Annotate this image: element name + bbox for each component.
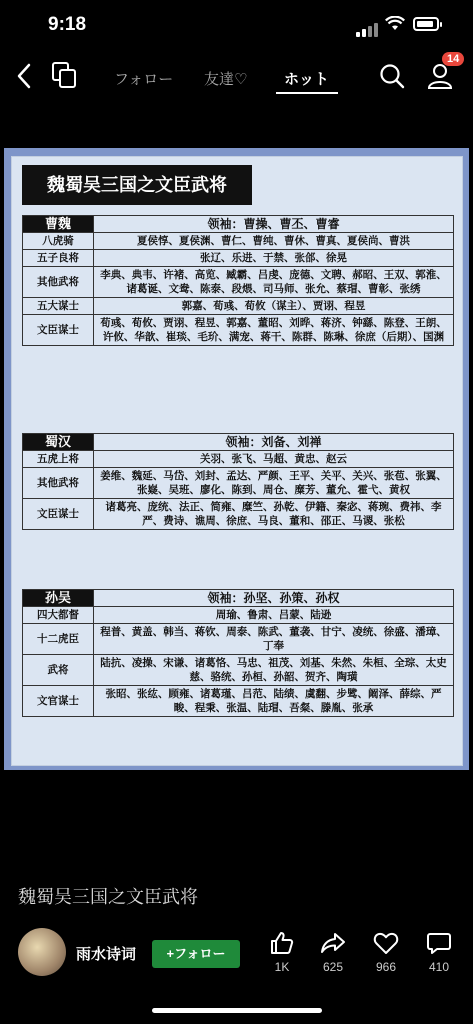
comment-icon [426, 930, 452, 956]
kingdom-label: 蜀汉 [23, 434, 94, 451]
row-value: 姜维、魏延、马岱、刘封、孟达、严颜、王平、关平、关兴、张苞、张翼、张嶷、吴班、廖化、陈到、周仓、糜芳、董允、霍弋、黄权 [94, 468, 454, 499]
heart-icon [373, 930, 399, 956]
avatar[interactable] [18, 928, 66, 976]
row-key: 其他武将 [23, 267, 94, 298]
row-key: 武将 [23, 655, 94, 686]
author-name[interactable]: 雨水诗词 [76, 946, 137, 963]
leader-text: 领袖：曹操、曹丕、曹睿 [94, 216, 454, 233]
row-key: 五虎上将 [23, 451, 94, 468]
row-key: 文臣谋士 [23, 315, 94, 346]
row-value: 郭嘉、荀彧、荀攸（谋主）、贾诩、程昱 [94, 298, 454, 315]
share-icon [320, 930, 346, 956]
share-count: 625 [322, 960, 344, 974]
active-tab-indicator [276, 92, 338, 94]
comment-count: 410 [428, 960, 450, 974]
row-key: 五子良将 [23, 250, 94, 267]
wu-table [22, 589, 454, 717]
layers-icon[interactable] [50, 60, 80, 95]
row-key: 五大谋士 [23, 298, 94, 315]
row-key: 其他武将 [23, 468, 94, 499]
row-key: 十二虎臣 [23, 624, 94, 655]
wei-table [22, 215, 454, 346]
row-key: 四大都督 [23, 607, 94, 624]
thumbs-up-icon [269, 930, 295, 956]
row-value: 张昭、张纮、顾雍、诸葛瑾、吕范、陆绩、虞翻、步骘、阚泽、薛综、严畯、程秉、张温、陆瑁、吾粲、滕胤、张承 [94, 686, 454, 717]
search-icon[interactable] [378, 62, 406, 95]
row-key: 文官谋士 [23, 686, 94, 717]
tab-hot[interactable]: ホット [284, 71, 330, 88]
post-footer [0, 928, 473, 988]
like-count: 1K [274, 960, 290, 974]
notification-badge: 14 [442, 52, 464, 66]
post-image[interactable] [4, 148, 469, 770]
row-value: 诸葛亮、庞统、法正、简雍、糜竺、孙乾、伊籍、秦宓、蒋琬、费祎、李严、费诗、谯周、徐庶、马良、董和、邵正、马谡、张松 [94, 499, 454, 530]
poster-title: 魏蜀吴三国之文臣武将 [22, 165, 252, 205]
tab-follow[interactable]: フォロー [114, 71, 174, 88]
leader-text: 领袖：刘备、刘禅 [94, 434, 454, 451]
share-button[interactable] [313, 930, 353, 974]
row-key: 文臣谋士 [23, 499, 94, 530]
row-value: 张辽、乐进、于禁、张郃、徐晃 [94, 250, 454, 267]
like-button[interactable] [262, 930, 302, 974]
row-key: 八虎骑 [23, 233, 94, 250]
poster-panel [11, 156, 463, 766]
top-nav [0, 50, 473, 104]
leader-text: 领袖：孙坚、孙策、孙权 [94, 590, 454, 607]
back-icon[interactable] [14, 62, 34, 95]
tab-friends[interactable]: 友達♡ [204, 71, 248, 88]
row-value: 周瑜、鲁肃、吕蒙、陆逊 [94, 607, 454, 624]
kingdom-label: 曹魏 [23, 216, 94, 233]
home-indicator[interactable] [152, 1008, 322, 1013]
kingdom-label: 孙吴 [23, 590, 94, 607]
favorite-button[interactable] [366, 930, 406, 974]
row-value: 李典、典韦、许褚、高览、臧霸、吕虔、庞德、文聘、郝昭、王双、郭淮、诸葛诞、文鸯、陈泰、段煨、司马师、张允、蔡瑁、曹彰、张绣 [94, 267, 454, 298]
row-value: 夏侯惇、夏侯渊、曹仁、曹纯、曹休、曹真、夏侯尚、曹洪 [94, 233, 454, 250]
post-caption: 魏蜀吴三国之文臣武将 [18, 887, 198, 907]
comment-button[interactable] [419, 930, 459, 974]
row-value: 陆抗、凌操、宋谦、诸葛恪、马忠、祖茂、刘基、朱然、朱桓、全琮、太史慈、骆统、孙桓、孙韶、贺齐、陶璜 [94, 655, 454, 686]
signal-icon [356, 19, 380, 37]
row-value: 荀彧、荀攸、贾诩、程昱、郭嘉、董昭、刘晔、蒋济、钟繇、陈登、王朗、许攸、华歆、崔琰、毛玠、满宠、蒋干、陈群、陈琳、徐庶（后期）、国渊 [94, 315, 454, 346]
row-value: 关羽、张飞、马超、黄忠、赵云 [94, 451, 454, 468]
status-bar [0, 0, 473, 50]
battery-icon [413, 17, 439, 31]
favorite-count: 966 [375, 960, 397, 974]
wifi-icon [385, 16, 405, 36]
profile-icon[interactable] [426, 62, 454, 95]
clock: 9:18 [48, 14, 87, 35]
follow-button[interactable]: +フォロー [152, 940, 240, 968]
shu-table [22, 433, 454, 530]
row-value: 程普、黄盖、韩当、蒋钦、周泰、陈武、董袭、甘宁、凌统、徐盛、潘璋、丁奉 [94, 624, 454, 655]
